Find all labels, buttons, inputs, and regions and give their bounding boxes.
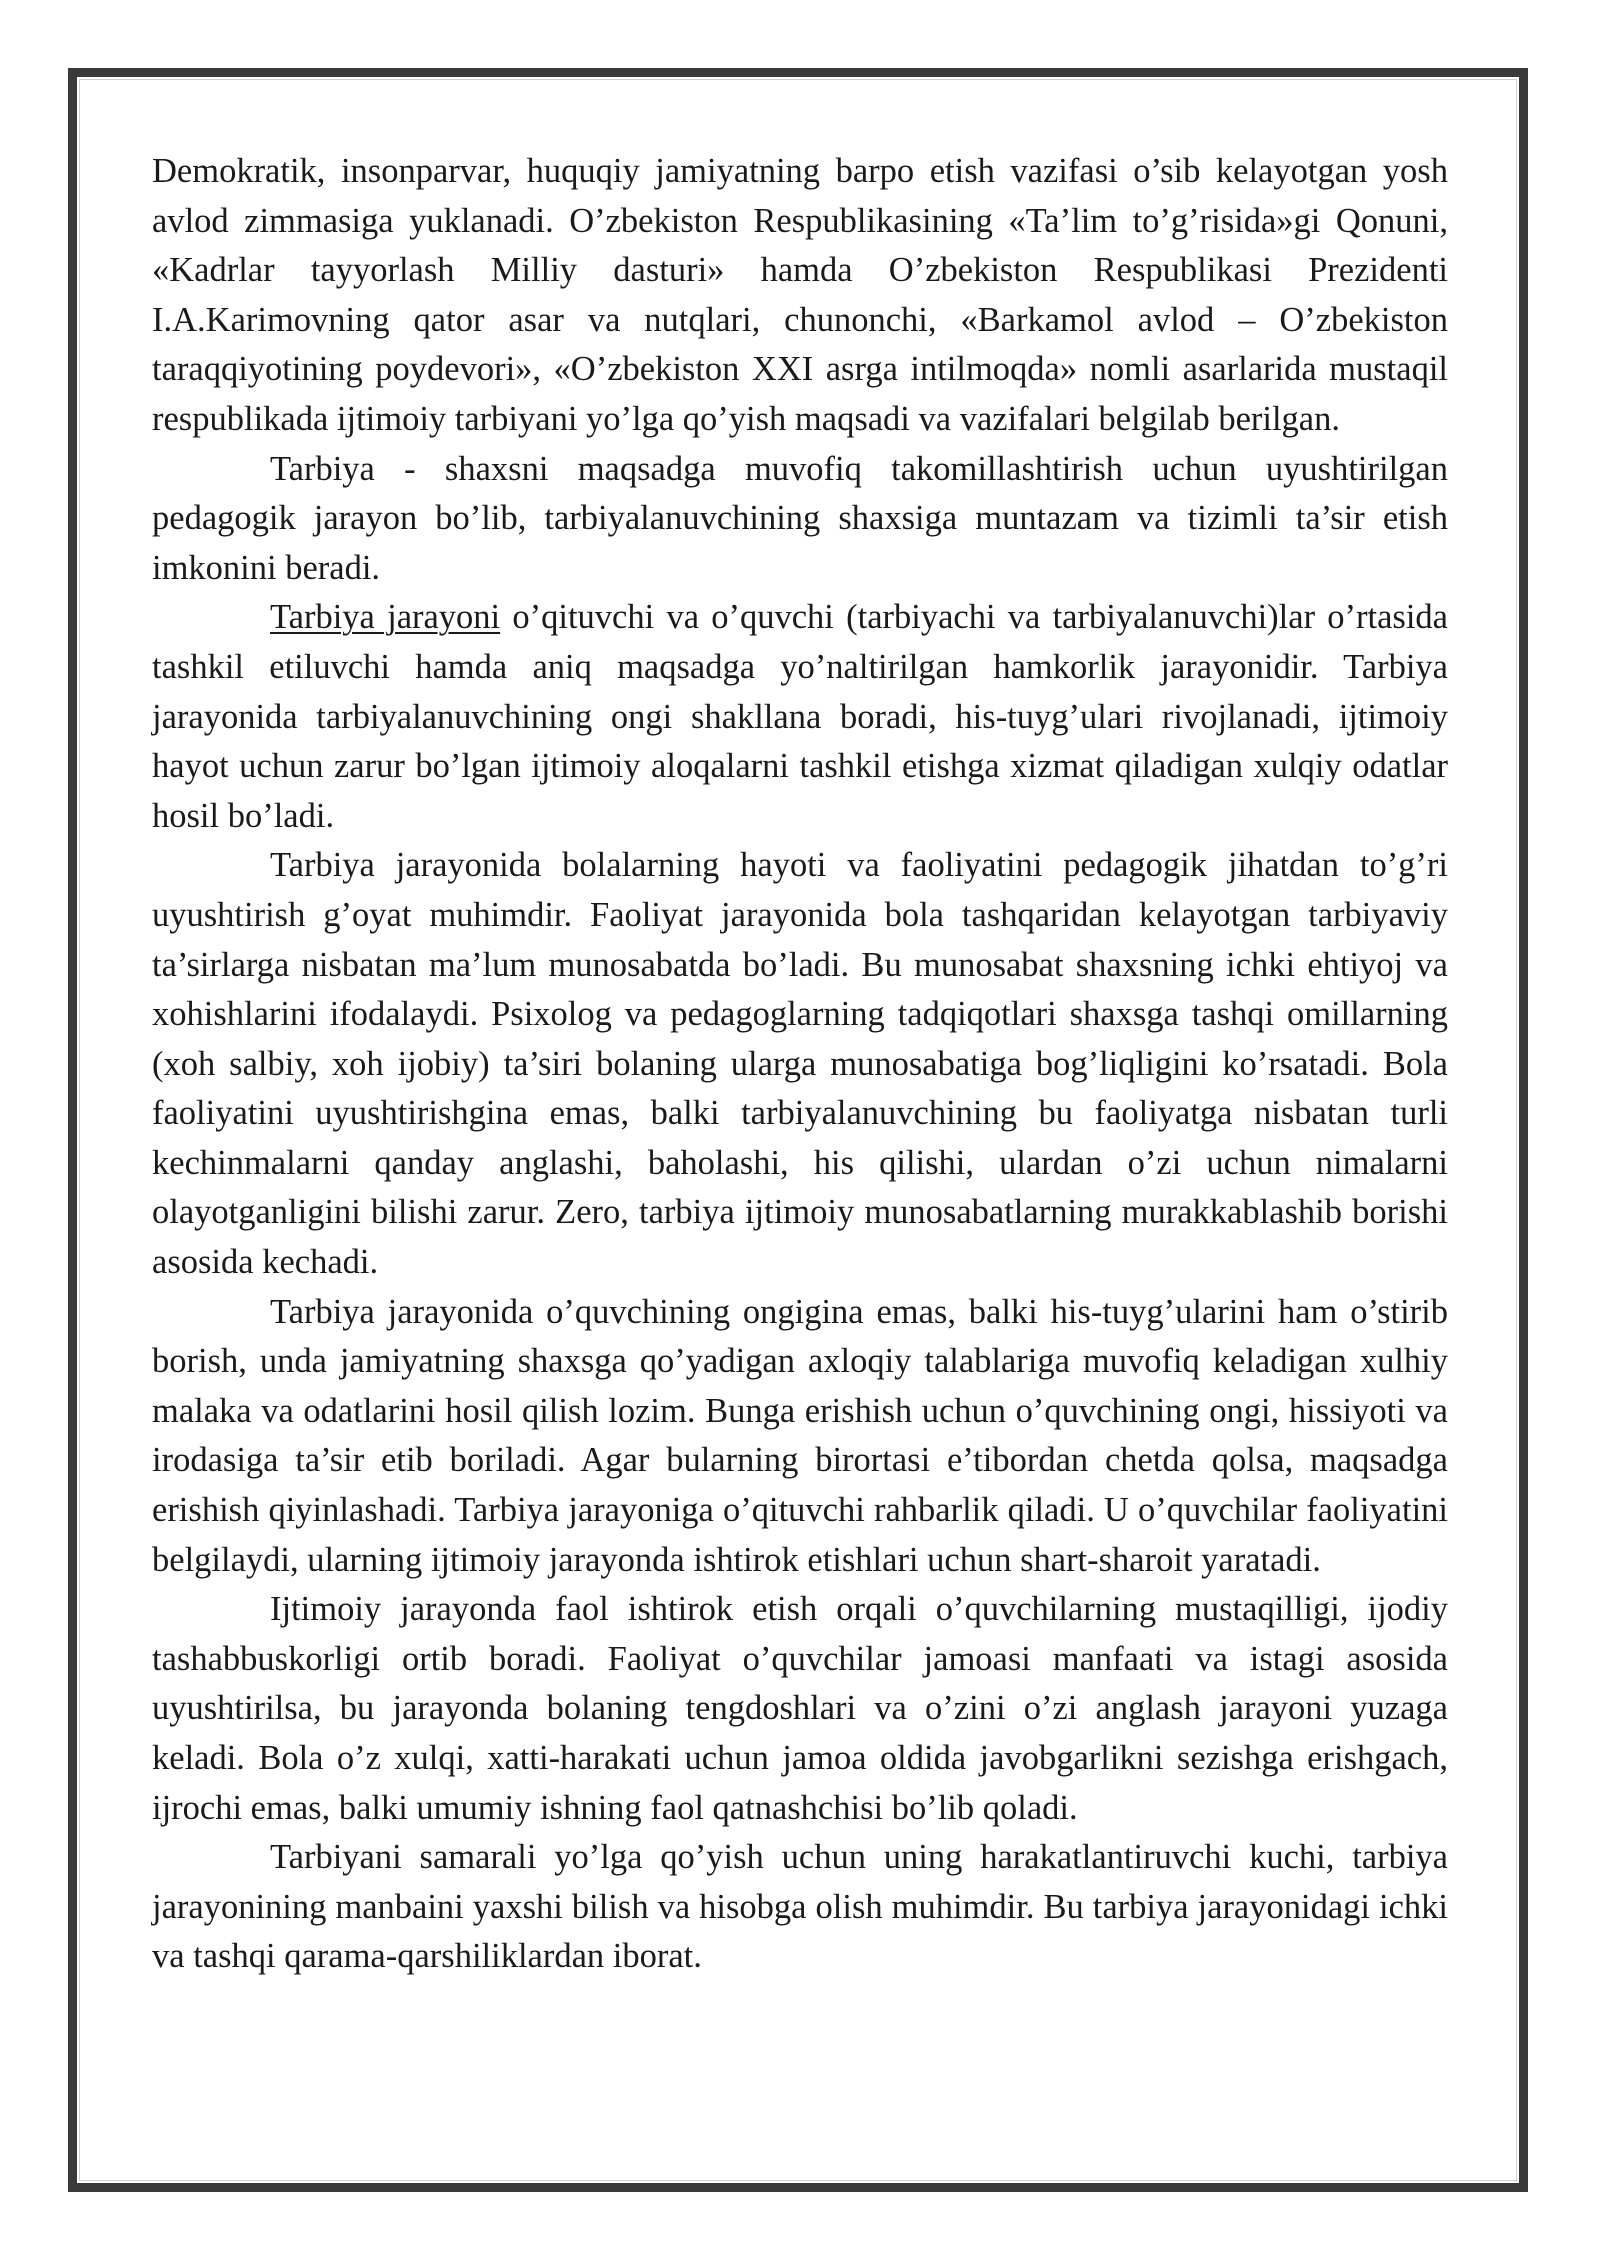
document-body	[152, 147, 1448, 1982]
paragraph-4: Tarbiya jarayonida bolalarning hayoti va faoliyatini pedagogik jihatdan to’g’ri uyushtirish g’oyat muhimdir. Faoliyat jarayonida bola tashqaridan kelayotgan tarbiyaviy ta’sirlarga nisbatan ma’lum munosabatda bo’ladi. Bu munosabat shaxsning ichki ehtiyoj va xohishlarini ifodalaydi. Psixolog va pedagoglarning tadqiqotlari shaxsga tashqi omillarning (xoh salbiy, xoh ijobiy) ta’siri bolaning ularga munosabatiga bog’liqligini ko’rsatadi. Bola faoliyatini uyushtirishgina emas, balki tarbiyalanuvchining bu faoliyatga nisbatan turli kechinmalarni qanday anglashi, baholashi, his qilishi, ulardan o’zi uchun nimalarni olayotganligini bilishi zarur. Zero, tarbiya ijtimoiy munosabatlarning murakkablashib borishi asosida kechadi.	[152, 846, 1448, 1282]
paragraph-1: Demokratik, insonparvar, huquqiy jamiyatning barpo etish vazifasi o’sib kelayotgan yosh avlod zimmasiga yuklanadi. O’zbekiston Respublikasining «Ta’lim to’g’risida»gi Qonuni, «Kadrlar tayyorlash Milliy dasturi» hamda O’zbekiston Respublikasi Prezidenti I.A.Karimovning qator asar va nutqlari, chunonchi, «Barkamol avlod – O’zbekiston taraqqiyotining poydevori», «O’zbekiston XXI asrga intilmoqda» nomli asarlarida mustaqil respublikada ijtimoiy tarbiyani yo’lga qo’yish maqsadi va vazifalari belgilab berilgan.	[152, 152, 1448, 438]
paragraph-6: Ijtimoiy jarayonda faol ishtirok etish orqali o’quvchilarning mustaqilligi, ijodiy tashabbuskorligi ortib boradi. Faoliyat o’quvchilar jamoasi manfaati va istagi asosida uyushtirilsa, bu jarayonda bolaning tengdoshlari va o’zini o’zi anglash jarayoni yuzaga keladi. Bola o’z xulqi, xatti-harakati uchun jamoa oldida javobgarlikni sezishga erishgach, ijrochi emas, balki umumiy ishning faol qatnashchisi bo’lib qoladi.	[152, 1590, 1448, 1827]
paragraph-5: Tarbiya jarayonida o’quvchining ongigina emas, balki his-tuyg’ularini ham o’stirib borish, unda jamiyatning shaxsga qo’yadigan axloqiy talablariga muvofiq keladigan xulhiy malaka va odatlarini hosil qilish lozim. Bunga erishish uchun o’quvchining ongi, hissiyoti va irodasiga ta’sir etib boriladi. Agar bularning birortasi e’tibordan chetda qolsa, maqsadga erishish qiyinlashadi. Tarbiya jarayoniga o’qituvchi rahbarlik qiladi. U o’quvchilar faoliyatini belgilaydi, ularning ijtimoiy jarayonda ishtirok etishlari uchun shart-sharoit yaratadi.	[152, 1292, 1448, 1579]
paragraph-3	[152, 593, 1448, 841]
underlined-term: Tarbiya jarayoni	[270, 598, 501, 637]
paragraph-2: Tarbiya - shaxsni maqsadga muvofiq takomillashtirish uchun uyushtirilgan pedagogik jarayon bo’lib, tarbiyalanuvchining shaxsiga muntazam va tizimli ta’sir etish imkonini beradi.	[152, 449, 1448, 587]
paragraph-3-text: o’qituvchi va o’quvchi (tarbiyachi va tarbiyalanuvchi)lar o’rtasida tashkil etiluvchi hamda aniq maqsadga yo’naltirilgan hamkorlik jarayonidir. Tarbiya jarayonida tarbiyalanuvchining ongi shakllana boradi, his-tuyg’ulari rivojlanadi, ijtimoiy hayot uchun zarur bo’lgan ijtimoiy aloqalarni tashkil etishga xizmat qiladigan xulqiy odatlar hosil bo’ladi.	[152, 598, 1448, 835]
paragraph-7: Tarbiyani samarali yo’lga qo’yish uchun uning harakatlantiruvchi kuchi, tarbiya jarayonining manbaini yaxshi bilish va hisobga olish muhimdir. Bu tarbiya jarayonidagi ichki va tashqi qarama-qarshiliklardan iborat.	[152, 1838, 1448, 1976]
